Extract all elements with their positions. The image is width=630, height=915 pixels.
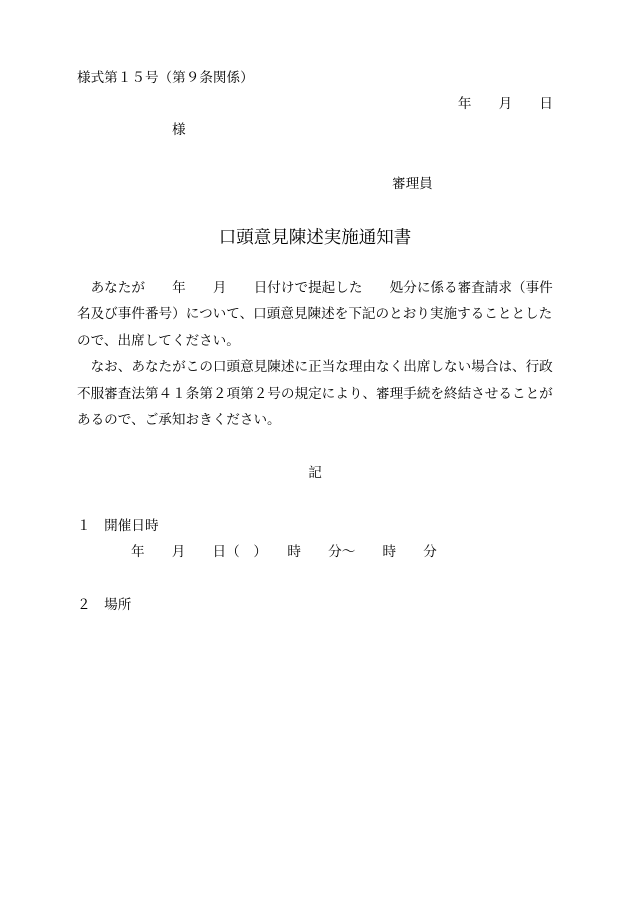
form-number: 様式第１５号（第９条関係） (77, 70, 254, 86)
document-title: 口頭意見陳述実施通知書 (218, 228, 412, 248)
body-line: 不服審査法第４１条第２項第２号の規定により、審理手続を終結させることが (77, 385, 553, 402)
issue-date: 年 月 日 (457, 96, 553, 112)
body-paragraph-1 (77, 275, 553, 354)
body-line: 名及び事件番号）について、口頭意見陳述を下記のとおり実施することとした (77, 306, 553, 323)
item-detail-datetime: 年 月 日（ ） 時 分～ 時 分 (131, 544, 437, 560)
item-heading-place: ２ 場所 (77, 597, 132, 613)
ki-heading: 記 (308, 465, 322, 481)
addressee-suffix: 様 (172, 122, 186, 138)
body-paragraph-2 (77, 354, 553, 433)
body-line: あなたが 年 月 日付けで提起した 処分に係る審査請求（事件 (77, 280, 553, 296)
body-line: なお、あなたがこの口頭意見陳述に正当な理由なく出席しない場合は、行政 (77, 359, 553, 376)
body-line: あるので、ご承知おきください。 (77, 411, 281, 428)
item-heading-datetime: １ 開催日時 (77, 518, 159, 534)
notice-body (77, 275, 553, 433)
sender-title: 審理員 (392, 176, 433, 192)
body-line: ので、出席してください。 (77, 332, 240, 349)
